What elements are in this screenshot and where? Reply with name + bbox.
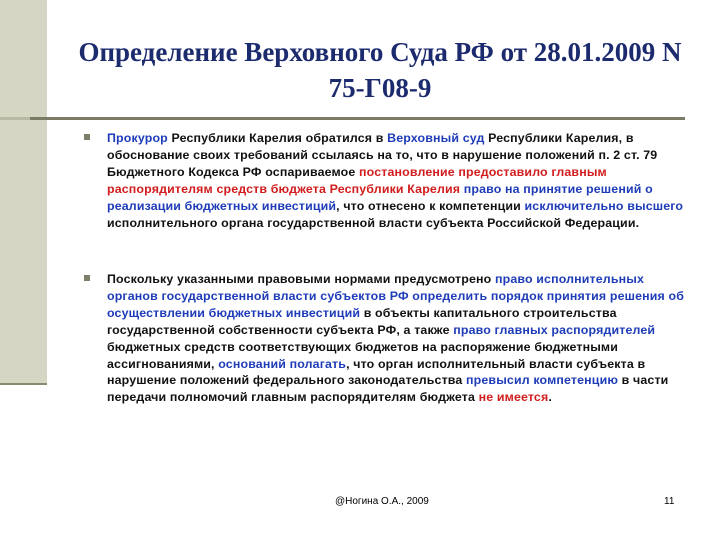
paragraph-2 bbox=[107, 271, 692, 406]
title-rule bbox=[30, 117, 685, 120]
para2-segment: превысил компетенцию bbox=[466, 373, 619, 388]
slide-title: Определение Верховного Суда РФ от 28.01.2009 N 75-Г08-9 bbox=[78, 37, 682, 103]
bullet-icon bbox=[84, 275, 90, 281]
para1-segment: исключительно высшего bbox=[524, 198, 684, 213]
para2-segment: в объекты капитального строительства государственной собственности субъекта РФ, а также bbox=[107, 305, 617, 337]
para2-segment: не имеется bbox=[478, 390, 549, 405]
para2-segment: . bbox=[548, 390, 552, 405]
para1-segment: исполнительного органа государственной власти субъекта Российской Федерации. bbox=[107, 215, 640, 230]
para2-segment: оснований полагать bbox=[218, 356, 347, 371]
para1-segment: , что отнесено к компетенции bbox=[336, 198, 525, 213]
title-rule-left bbox=[0, 117, 30, 120]
para2-segment: Поскольку указанными правовыми нормами предусмотрено bbox=[107, 272, 495, 286]
paragraph-1 bbox=[107, 130, 692, 231]
page-number: 11 bbox=[664, 496, 675, 507]
para2-segment: в части передачи полномочий главным распорядителям бюджета bbox=[107, 373, 669, 405]
decorative-side-bar bbox=[0, 0, 47, 383]
bullet-icon bbox=[84, 134, 90, 140]
para2-segment: , что орган исполнительный власти субъекта в нарушение положений федерального законодательства bbox=[107, 356, 646, 388]
para2-segment: право главных распорядителей bbox=[453, 322, 656, 337]
para1-segment: Республики Карелия, в обоснование своих требований ссылаясь на то, что в нарушение положений п. 2 ст. 79 Бюджетного Кодекса РФ оспариваемое bbox=[107, 131, 658, 179]
para1-segment: Республики Карелия обратился в bbox=[167, 131, 388, 145]
para1-segment: Верховный суд bbox=[387, 131, 485, 145]
decorative-side-bar-edge bbox=[0, 383, 47, 385]
para2-segment: бюджетных средств соответствующих бюджетов на распоряжение бюджетными ассигнованиями, bbox=[107, 339, 619, 371]
para2-segment: право исполнительных органов государственной власти субъектов РФ определить порядок принятия решения об осуществлении бюджетных инвестиций bbox=[107, 272, 685, 320]
footer-copyright: @Ногина О.А., 2009 bbox=[335, 496, 429, 507]
para1-segment: право на принятие решений о реализации бюджетных инвестиций bbox=[107, 181, 653, 213]
para1-segment: постановление предоставило главным распорядителям средств бюджета Республики Карелия bbox=[107, 164, 607, 196]
para1-segment: Прокурор bbox=[107, 131, 168, 145]
